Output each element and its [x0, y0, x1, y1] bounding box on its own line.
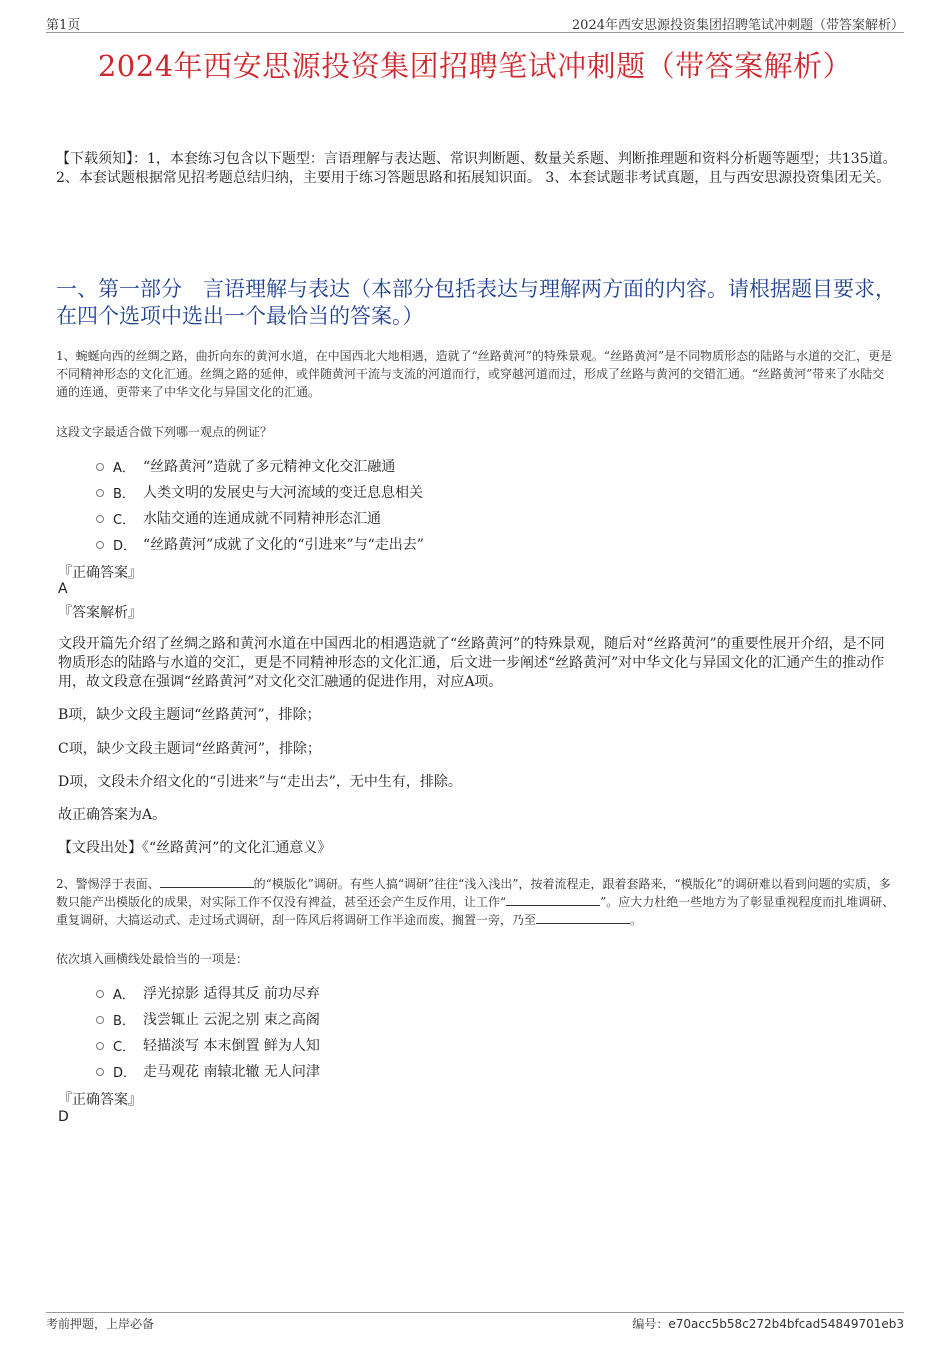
q1-option-a[interactable]	[96, 455, 395, 477]
running-title: 2024年西安思源投资集团招聘笔试冲刺题（带答案解析）	[571, 18, 904, 33]
q1-passage: 1、蜿蜒向西的丝绸之路，曲折向东的黄河水道，在中国西北大地相遇，造就了“丝路黄河”的特殊景观。“丝路黄河”是不同物质形态的陆路与水道的交汇，更是不同精神形态的文化汇通。丝绸之路的延伸，或伴随黄河干流与支流的河道而行，或穿越河道而过，形成了丝路与黄河的交错汇通。“丝路黄河”带来了水陆交通的连通，更带来了中华文化与异国文化的汇通。	[56, 349, 893, 399]
option-text: 走马观花 南辕北辙 无人问津	[143, 1064, 320, 1080]
document-code	[632, 1315, 904, 1332]
fill-blank-2	[506, 893, 600, 906]
q1-analysis-c: C项，缺少文段主题词“丝路黄河”，排除；	[58, 741, 322, 757]
option-letter: A．	[113, 460, 135, 476]
q2-option-b[interactable]	[96, 1008, 320, 1030]
option-text: 浮光掠影 适得其反 前功尽弃	[143, 986, 320, 1002]
q2-passage-part-1: 2、警惕浮于表面、	[56, 877, 160, 891]
option-letter: D．	[113, 538, 137, 554]
option-letter: C．	[113, 1039, 136, 1055]
page-number: 第1页	[46, 18, 81, 33]
radio-icon[interactable]	[96, 990, 104, 998]
q2-passage-part-2: 的“模版化”调研。有些人搞“调研”往往“浅入浅出”，按着流程走，跟着套路来，“模版化”的调研难以看到问题的实质，多数只能产出模版化的成果，对实际工作不仅没有裨益，甚至还会产生反作用，让工作“	[56, 877, 891, 909]
q2-answer: D	[58, 1109, 69, 1125]
code-label: 编号：	[632, 1317, 669, 1331]
section-heading: 一、第一部分 言语理解与表达（本部分包括表达与理解两方面的内容。请根据题目要求，在四个选项中选出一个最恰当的答案。）	[56, 277, 896, 328]
q1-analysis-conclusion: 故正确答案为A。	[58, 807, 167, 823]
radio-icon[interactable]	[96, 541, 104, 549]
radio-icon[interactable]	[96, 489, 104, 497]
q2-prompt: 依次填入画横线处最恰当的一项是：	[56, 952, 249, 966]
option-letter: A．	[113, 987, 135, 1003]
footer-slogan: 考前押题，上岸必备	[46, 1317, 155, 1331]
q2-passage	[56, 875, 896, 929]
q1-option-c[interactable]	[96, 507, 381, 529]
q2-passage-part-4: 。	[630, 913, 643, 927]
q1-analysis-label: 『答案解析』	[58, 605, 142, 621]
option-text: “丝路黄河”成就了文化的“引进来”与“走出去”	[143, 537, 424, 553]
q1-prompt: 这段文字最适合做下列哪一观点的例证？	[56, 425, 273, 439]
option-letter: B．	[113, 486, 135, 502]
document-title: 2024年西安思源投资集团招聘笔试冲刺题（带答案解析）	[97, 49, 853, 83]
download-notice: 【下载须知】：1，本套练习包含以下题型：言语理解与表达题、常识判断题、数量关系题、判断推理题和资料分析题等题型；共135道。 2、本套试题根据常见招考题总结归纳，主要用于练习答题思路和拓展知识面。 3、本套试题非考试真题，且与西安思源投资集团无关。	[56, 151, 897, 186]
radio-icon[interactable]	[96, 1068, 104, 1076]
option-letter: B．	[113, 1013, 135, 1029]
code-value: e70acc5b58c272b4bfcad54849701eb3	[668, 1317, 904, 1331]
q1-answer: A	[58, 581, 68, 597]
option-text: 人类文明的发展史与大河流域的变迁息息相关	[143, 485, 423, 501]
header-divider	[46, 32, 904, 33]
q1-answer-label: 『正确答案』	[58, 565, 142, 581]
footer-divider	[46, 1312, 904, 1313]
fill-blank-3	[536, 911, 630, 924]
q1-analysis-main: 文段开篇先介绍了丝绸之路和黄河水道在中国西北的相遇造就了“丝路黄河”的特殊景观，随后对“丝路黄河”的重要性展开介绍，是不同物质形态的陆路与水道的交汇，更是不同精神形态的文化汇通，后文进一步阐述“丝路黄河”对中华文化与异国文化的汇通产生的推动作用，故文段意在强调“丝路黄河”对文化交汇融通的促进作用，对应A项。	[58, 636, 885, 690]
option-text: 浅尝辄止 云泥之别 束之高阁	[143, 1012, 320, 1028]
q2-passage-part-3: ”。应大力杜绝一些地方为了彰显重视程度而扎堆调研、重复调研，大搞运动式、走过场式调研，刮一阵风后将调研工作半途而废，搁置一旁，乃至	[56, 895, 895, 927]
option-text: “丝路黄河”造就了多元精神文化交汇融通	[143, 459, 396, 475]
option-letter: C．	[113, 512, 136, 528]
q1-analysis-b: B项，缺少文段主题词“丝路黄河”，排除；	[58, 707, 321, 723]
q1-option-d[interactable]	[96, 533, 424, 555]
radio-icon[interactable]	[96, 463, 104, 471]
q2-answer-label: 『正确答案』	[58, 1092, 142, 1108]
radio-icon[interactable]	[96, 1042, 104, 1050]
radio-icon[interactable]	[96, 515, 104, 523]
radio-icon[interactable]	[96, 1016, 104, 1024]
fill-blank-1	[160, 875, 254, 888]
option-text: 水陆交通的连通成就不同精神形态汇通	[143, 511, 381, 527]
q1-analysis-d: D项，文段未介绍文化的“引进来”与“走出去”，无中生有，排除。	[58, 774, 462, 790]
option-letter: D．	[113, 1065, 137, 1081]
option-text: 轻描淡写 本末倒置 鲜为人知	[143, 1038, 320, 1054]
q1-option-b[interactable]	[96, 481, 423, 503]
q2-option-d[interactable]	[96, 1060, 320, 1082]
q2-option-c[interactable]	[96, 1034, 320, 1056]
q1-source: 【文段出处】《“丝路黄河”的文化汇通意义》	[58, 840, 332, 856]
q2-option-a[interactable]	[96, 982, 320, 1004]
